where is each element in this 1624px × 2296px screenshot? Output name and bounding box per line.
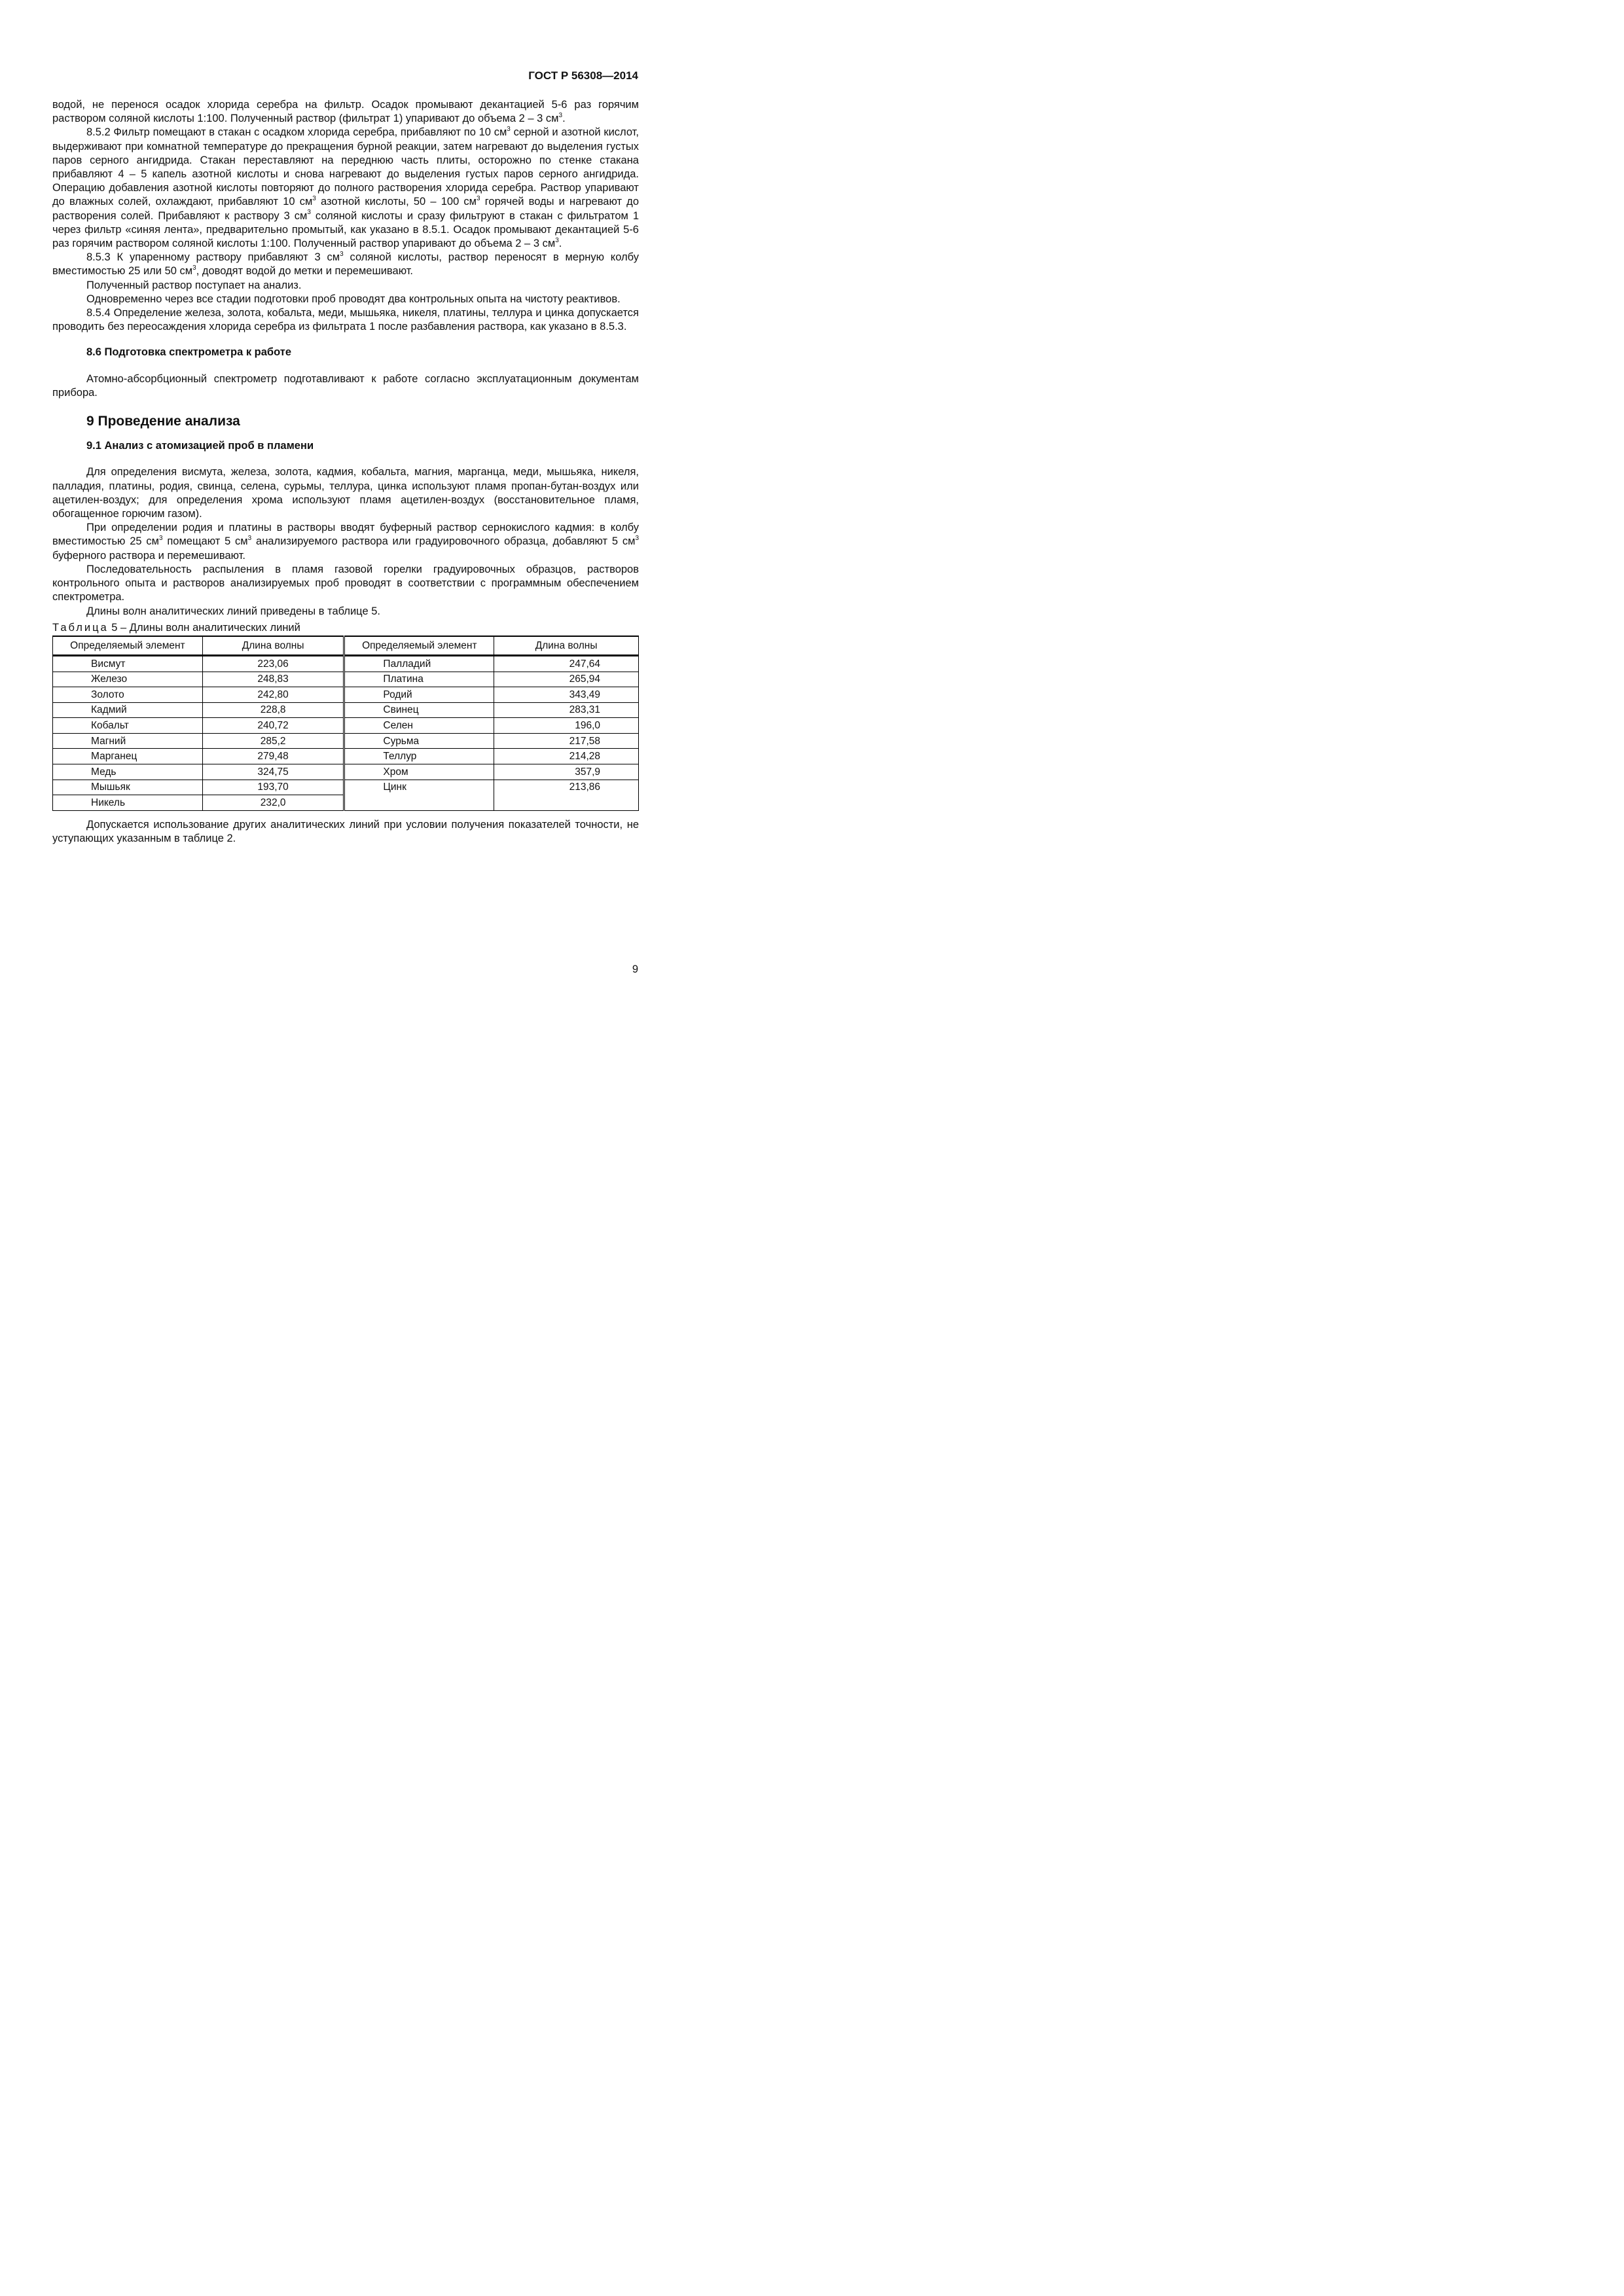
heading-9-1: 9.1 Анализ с атомизацией проб в пламени xyxy=(86,440,314,452)
document-page xyxy=(0,0,716,1013)
table-row xyxy=(53,687,639,703)
table-row xyxy=(53,655,639,672)
table-cell: 265,94 xyxy=(494,672,639,687)
table-row xyxy=(53,718,639,734)
table-cell: Селен xyxy=(344,718,494,734)
table-cell: Теллур xyxy=(344,749,494,764)
table-header-row xyxy=(53,636,639,656)
table-header: Определяемый элемент xyxy=(53,636,203,656)
table-cell: 248,83 xyxy=(202,672,344,687)
table-cell: 283,31 xyxy=(494,702,639,718)
document-header: ГОСТ Р 56308—2014 xyxy=(528,69,638,82)
table-cell: Родий xyxy=(344,687,494,703)
table-cell: 228,8 xyxy=(202,702,344,718)
paragraph-continuation: водой, не перенося осадок хлорида серебра на фильтр. Осадок промывают декантацией 5-6 раз горячим раствором соляной кислоты 1:100. Полученный раствор (фильтрат 1) упаривают до объема 2 – 3 $см^3$. xyxy=(52,99,639,125)
table-cell: 285,2 xyxy=(202,733,344,749)
table-cell: Хром xyxy=(344,764,494,780)
table-cell: Магний xyxy=(53,733,203,749)
paragraph-control: Одновременно через все стадии подготовки проб проводят два контрольных опыта на чистоту реактивов. xyxy=(86,293,621,305)
table-cell: Никель xyxy=(53,795,203,811)
table-cell: 357,9 xyxy=(494,764,639,780)
table-cell: Кобальт xyxy=(53,718,203,734)
table-cell: 279,48 xyxy=(202,749,344,764)
table-cell: 214,28 xyxy=(494,749,639,764)
table-cell: 217,58 xyxy=(494,733,639,749)
table-cell: 242,80 xyxy=(202,687,344,703)
table-cell: 193,70 xyxy=(202,780,344,795)
table-cell: 324,75 xyxy=(202,764,344,780)
table-body xyxy=(53,655,639,810)
table-cell: Марганец xyxy=(53,749,203,764)
paragraph-9-1-c: Последовательность распыления в пламя газовой горелки градуировочных образцов, растворов контрольного опыта и растворов анализируемых проб проводят в соответствии с программным обеспечением спектрометра. xyxy=(52,563,639,603)
table-cell: 196,0 xyxy=(494,718,639,734)
table-header: Длина волны xyxy=(202,636,344,656)
paragraph-8-5-4: 8.5.4 Определение железа, золота, кобальта, меди, мышьяка, никеля, платины, теллура и цинка допускается проводить без переосаждения хлорида серебра из фильтрата 1 после разбавления раствора, как указано в 8.5.3. xyxy=(52,307,639,333)
table-row xyxy=(53,780,639,795)
table-header: Определяемый элемент xyxy=(344,636,494,656)
table-header: Длина волны xyxy=(494,636,639,656)
heading-9: 9 Проведение анализа xyxy=(86,414,240,429)
paragraph-sample: Полученный раствор поступает на анализ. xyxy=(86,279,302,291)
table-cell: Висмут xyxy=(53,655,203,672)
page-number: 9 xyxy=(632,963,638,975)
paragraph-8-5-2: 8.5.2 Фильтр помещают в стакан с осадком хлорида серебра, прибавляют по 10 $см^3$ серной и азотной кислот, выдерживают при комнатной температуре до прекращения бурной реакции, затем нагревают до выделения густых паров серного ангидрида. Стакан переставляют на переднюю часть плиты, осторожно по стенке стакана прибавляют 4 – 5 капель азотной кислоты и снова нагревают до выделения густых паров серного ангидрида. Операцию добавления азотной кислоты повторяют до полного растворения хлорида серебра. Раствор упаривают до влажных солей, охлаждают, прибавляют 10 $см^3$ азотной кислоты, 50 – 100 $см^3$ горячей воды и нагревают до растворения солей. Прибавляют к раствору 3 $см^3$ соляной кислоты и сразу фильтруют в стакан с фильтратом 1 через фильтр «синяя лента», предварительно промытый, как указано в 8.5.1. Осадок промывают декантацией 5-6 раз горячим раствором соляной кислоты 1:100. Полученный раствор упаривают до объема 2 – 3 $см^3$. xyxy=(52,125,640,250)
table-cell: 240,72 xyxy=(202,718,344,734)
table-cell: Палладий xyxy=(344,655,494,672)
table-cell: Цинк xyxy=(344,780,494,810)
paragraph-9-1-a: Для определения висмута, железа, золота, кадмия, кобальта, магния, марганца, меди, мышьяка, никеля, палладия, платины, родия, свинца, селена, сурьмы, теллура, цинка используют пламя пропан-бутан-воздух или ацетилен-воздух; для определения хрома используют пламя ацетилен-воздух (восстановительное пламя, обогащенное горючим газом). xyxy=(52,466,639,520)
table-cell: 223,06 xyxy=(202,655,344,672)
table-cell: Мышьяк xyxy=(53,780,203,795)
table-row xyxy=(53,733,639,749)
paragraph-final: Допускается использование других аналитических линий при условии получения показателей точности, не уступающих указанным в таблице 2. xyxy=(52,818,639,845)
table-cell: 247,64 xyxy=(494,655,639,672)
table-cell: Свинец xyxy=(344,702,494,718)
table-row xyxy=(53,764,639,780)
table-cell: Золото xyxy=(53,687,203,703)
table-cell: Медь xyxy=(53,764,203,780)
table-cell: 213,86 xyxy=(494,780,639,810)
table-caption: Таблица 5 – Длины волн аналитических линий xyxy=(52,621,300,634)
page-content xyxy=(52,98,639,846)
paragraph-8-5-3: 8.5.3 К упаренному раствору прибавляют 3 $см^3$ соляной кислоты, раствор переносят в мерную колбу вместимостью 25 или 50 $см^3$, доводят водой до метки и перемешивают. xyxy=(52,250,639,278)
table-cell: 232,0 xyxy=(202,795,344,811)
table-row xyxy=(53,672,639,687)
paragraph-9-1-b: При определении родия и платины в растворы вводят буферный раствор сернокислого кадмия: в колбу вместимостью 25 $см^3$ помещают 5 $см^3$ анализируемого раствора или градуировочного образца, добавляют 5 $см^3$ буферного раствора и перемешивают. xyxy=(52,522,639,562)
table-row xyxy=(53,702,639,718)
table-cell: 343,49 xyxy=(494,687,639,703)
table-cell: Платина xyxy=(344,672,494,687)
table-cell: Сурьма xyxy=(344,733,494,749)
heading-8-6: 8.6 Подготовка спектрометра к работе xyxy=(86,346,292,359)
table-cell: Кадмий xyxy=(53,702,203,718)
paragraph-8-6: Атомно-абсорбционный спектрометр подготавливают к работе согласно эксплуатационным документам прибора. xyxy=(52,372,639,399)
table-row xyxy=(53,749,639,764)
wavelength-table xyxy=(52,636,639,811)
paragraph-9-1-d: Длины волн аналитических линий приведены в таблице 5. xyxy=(86,605,380,617)
table-cell: Железо xyxy=(53,672,203,687)
